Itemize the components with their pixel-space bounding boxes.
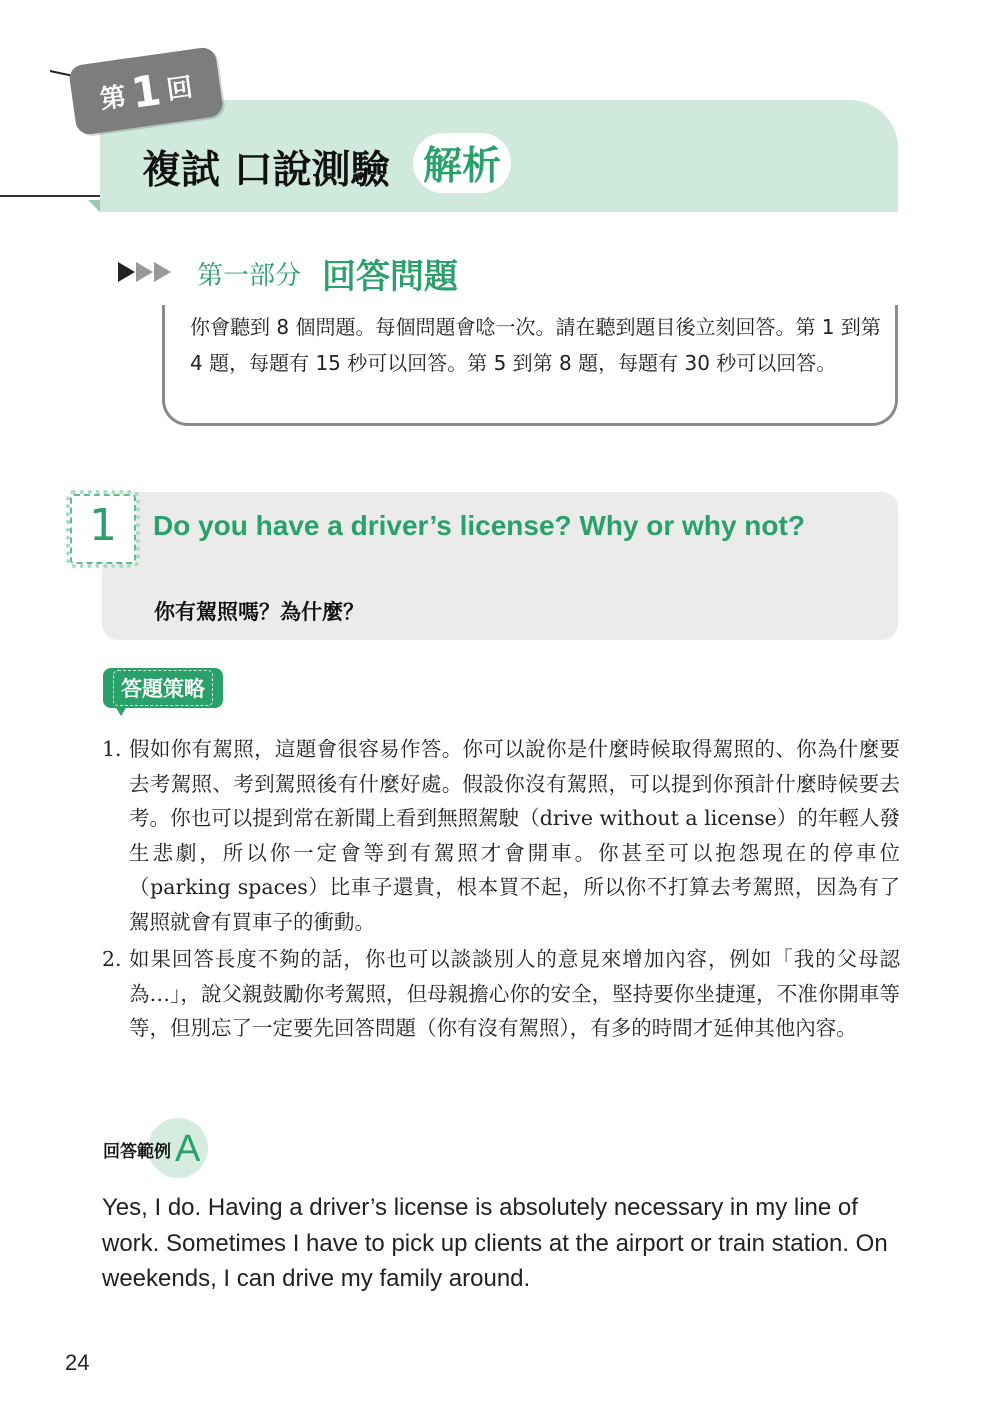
question-english: Do you have a driver’s license? Why or why not? bbox=[153, 510, 805, 541]
section-title: 回答問題 bbox=[322, 257, 458, 297]
list-item-number: 1. bbox=[102, 737, 122, 761]
list-item bbox=[102, 942, 900, 1046]
question-chinese: 你有駕照嗎？為什麼？ bbox=[154, 600, 364, 624]
header-rule bbox=[0, 195, 100, 197]
question-number: 1 bbox=[89, 500, 117, 551]
list-item bbox=[102, 732, 900, 939]
sample-label: 回答範例 bbox=[103, 1142, 171, 1162]
title-badge: 解析 bbox=[413, 133, 511, 193]
list-item-text: 如果回答長度不夠的話，你也可以談談別人的意見來增加內容，例如「我的父母認為…」，說父親鼓勵你考駕照，但母親擔心你的安全，堅持要你坐捷運，不准你開車等等，但別忘了一定要先回答問題（你有沒有駕照），有多的時間才延伸其他內容。 bbox=[129, 947, 900, 1040]
strategy-label bbox=[103, 668, 223, 708]
sample-answer-text: Yes, I do. Having a driver’s license is absolutely necessary in my line of work. Sometimes I have to pick up clients at the airport or train station. On weekends, I can drive my family around. bbox=[102, 1194, 888, 1292]
lesson-number: 1 bbox=[128, 64, 164, 118]
triple-arrow-icon bbox=[118, 262, 172, 282]
list-item-text: 假如你有駕照，這題會很容易作答。你可以說你是什麼時候取得駕照的、你為什麼要去考駕照、考到駕照後有什麼好處。假設你沒有駕照，可以提到你預計什麼時候要去考。你也可以提到常在新聞上看到無照駕駛（drive without a license）的年輕人發生悲劇，所以你一定會等到有駕照才會開車。你甚至可以抱怨現在的停車位（parking spaces）比車子還貴，根本買不起，所以你不打算去考駕照，因為有了駕照就會有買車子的衝動。 bbox=[129, 737, 900, 934]
list-item-number: 2. bbox=[102, 947, 122, 971]
page-title: 複試 口說測驗 bbox=[142, 148, 390, 193]
header-fold-corner bbox=[88, 200, 100, 212]
instructions-text: 你會聽到 8 個問題。每個問題會唸一次。請在聽到題目後立刻回答。第 1 到第 4 題，每題有 15 秒可以回答。第 5 到第 8 題，每題有 30 秒可以回答。 bbox=[190, 315, 881, 375]
speech-tail-icon bbox=[115, 706, 127, 716]
strategy-label-text: 答題策略 bbox=[113, 670, 213, 706]
sample-letter: A bbox=[175, 1128, 201, 1170]
section-label: 第一部分 bbox=[197, 261, 302, 291]
page-number: 24 bbox=[65, 1350, 90, 1375]
lesson-prefix: 第 bbox=[98, 81, 129, 115]
lesson-suffix: 回 bbox=[164, 72, 195, 106]
